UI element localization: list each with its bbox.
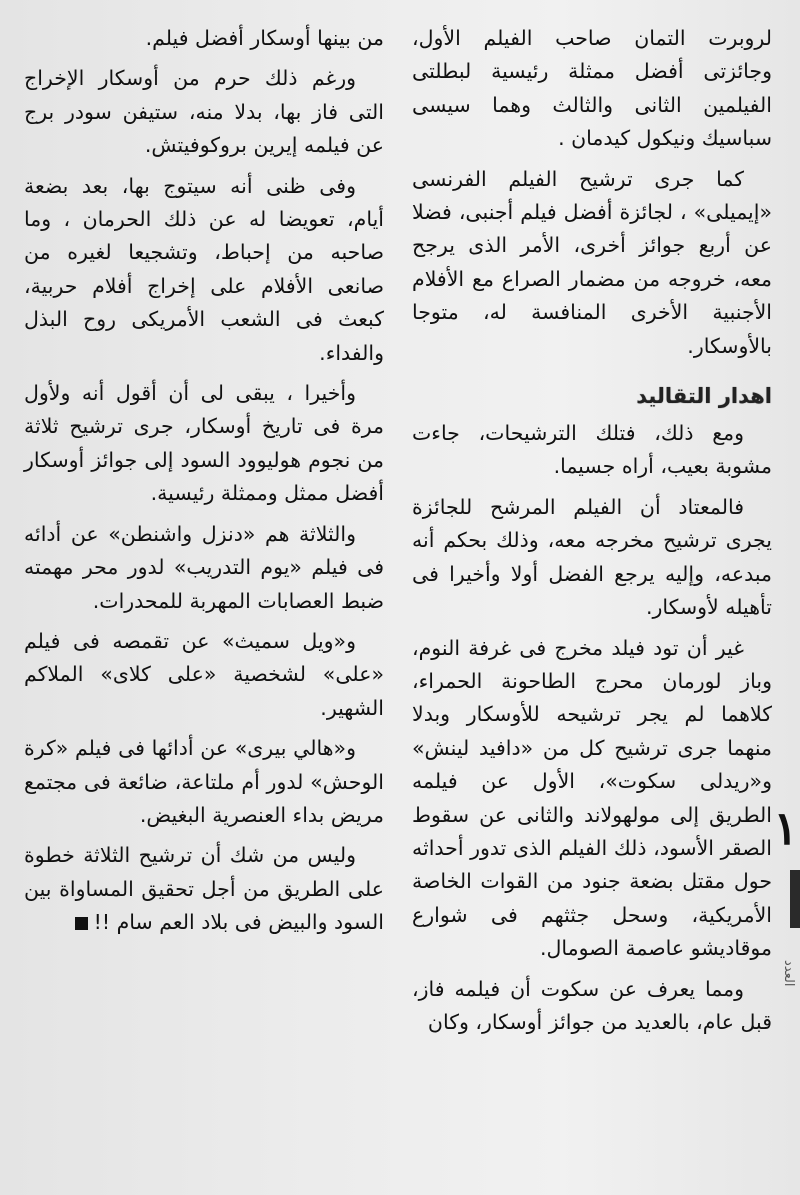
paragraph: لروبرت التمان صاحب الفيلم الأول، وجائزتى أفضل ممثلة رئيسية لبطلتى الفيلمين الثانى والثالث وهما سيسى سباسيك ونيكول كيدمان . — [412, 26, 772, 151]
left-column — [24, 22, 384, 947]
section-heading: اهدار التقاليد — [636, 384, 772, 409]
paragraph: ومع ذلك، فتلك الترشيحات، جاءت مشوبة بعيب، أراه جسيما. — [412, 421, 772, 479]
paragraph-final — [24, 839, 384, 939]
paragraph-final-text: وليس من شك أن ترشيح الثلاثة خطوة على الطريق من أجل تحقيق المساواة بين السود والبيض فى بلاد العم سام !! — [24, 843, 384, 935]
end-of-article-mark — [75, 917, 88, 930]
paragraph: غير أن تود فيلد مخرج فى غرفة النوم، وباز لورمان محرج الطاحونة الحمراء، كلاهما لم يجر ترشيحه للأوسكار وبدلا منهما جرى ترشيح كل من «دافيد لينش» و«ريدلى سكوت»، الأول عن فيلمه الطريق إلى مولهولاند والثانى عن سقوط الصقر الأسود، ذلك الفيلم الذى تدور أحداثه حول مقتل بضعة جنود من القوات الخاصة الأمريكية، وسحل جثثهم فى شوارع موقاديشو عاصمة الصومال. — [412, 635, 772, 961]
paragraph: كما جرى ترشيح الفيلم الفرنسى «إيميلى» ، لجائزة أفضل فيلم أجنبى، فضلا عن أربع جوائز أخرى، الأمر الذى يرجح معه، خروجه من مضمار الصراع مع الأفلام الأجنبية الأخرى المنافسة له، متوجا بالأوسكار. — [412, 166, 772, 358]
page-number: ١ — [773, 801, 798, 855]
paragraph: والثلاثة هم «دنزل واشنطن» عن أدائه فى فيلم «يوم التدريب» لدور محر مهمته ضبط العصابات المهربة للمحدرات. — [24, 521, 384, 613]
paragraph: وأخيرا ، يبقى لى أن أقول أنه ولأول مرة فى تاريخ أوسكار، جرى ترشيح ثلاثة من نجوم هوليوود السود إلى جوائز أوسكار أفضل ممثل وممثلة رئيسية. — [24, 381, 384, 506]
margin-bar — [790, 870, 800, 928]
paragraph: ورغم ذلك حرم من أوسكار الإخراج التى فاز بها، بدلا منه، ستيفن سودر برج عن فيلمه إيرين بروكوفيتش. — [24, 66, 384, 158]
margin-side-text: العدد — [781, 960, 796, 987]
paragraph: فالمعتاد أن الفيلم المرشح للجائزة يجرى ترشيح مخرجه معه، وذلك بحكم أنه مبدعه، وإليه يرجع الفضل أولا وأخيرا فى تأهيله لأوسكار. — [412, 494, 772, 620]
paragraph: ومما يعرف عن سكوت أن فيلمه فاز، قبل عام، بالعديد من جوائز أوسكار، وكان — [412, 976, 772, 1034]
right-column — [412, 22, 772, 1046]
paragraph: و«هالي بيرى» عن أدائها فى فيلم «كرة الوحش» لدور أم ملتاعة، ضائعة فى مجتمع مريض بداء العنصرية البغيض. — [24, 736, 384, 827]
paragraph: من بينها أوسكار أفضل فيلم. — [145, 26, 384, 50]
paragraph: و«ويل سميث» عن تقمصه فى فيلم «على» لشخصية «على كلاى» الملاكم الشهير. — [24, 628, 384, 720]
paragraph: وفى ظنى أنه سيتوج بها، بعد بضعة أيام، تعويضا له عن ذلك الحرمان ، وما صاحبه من إحباط، وتشجيعا لغيره من صانعى الأفلام على إخراج أفلام حربية، كبعث فى الشعب الأمريكى روح البذل والفداء. — [24, 173, 384, 365]
